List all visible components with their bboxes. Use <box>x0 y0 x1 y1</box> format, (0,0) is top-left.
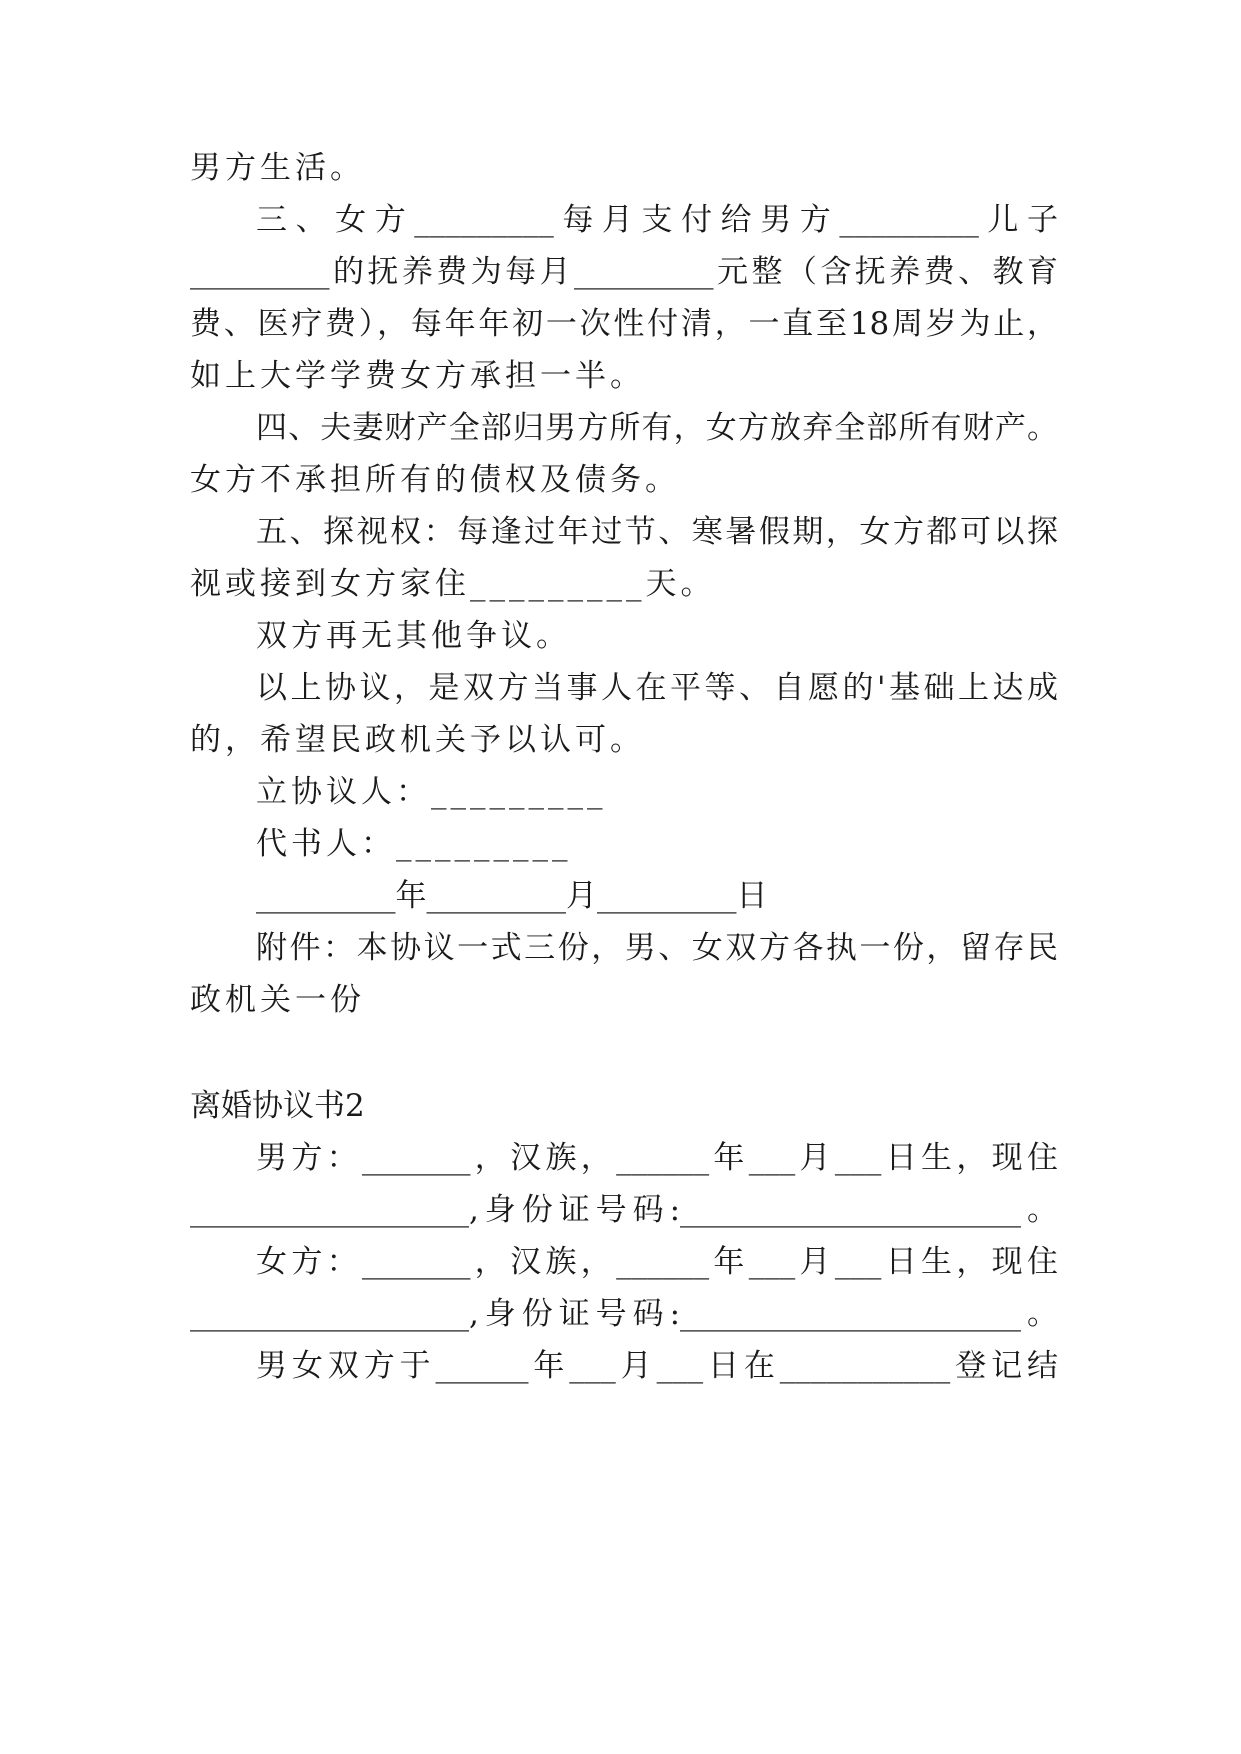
text-line: 双方再无其他争议。 <box>256 618 571 654</box>
text-line: 的，希望民政机关予以认可。 <box>190 722 645 758</box>
signature-line: 立协议人：_________ <box>256 774 607 810</box>
text-line: 女方：_______，汉族，______年___月___日生，现住 <box>256 1244 1058 1280</box>
text-line: 政机关一份 <box>190 982 365 1018</box>
text-line: __________________,身份证号码:______________________。 <box>190 1296 1058 1332</box>
text-line: 三、女方_________每月支付给男方_________儿子 <box>256 202 1058 238</box>
section-title: 离婚协议书2 <box>190 1088 365 1124</box>
text-line: 费、医疗费），每年年初一次性付清，一直至18周岁为止， <box>190 306 1058 342</box>
text-line: 男女双方于______年___月___日在___________登记结 <box>256 1348 1058 1384</box>
text-line: 四、夫妻财产全部归男方所有，女方放弃全部所有财产。 <box>256 410 1058 446</box>
signature-line: 代书人：_________ <box>256 826 572 862</box>
text-line: __________________,身份证号码:______________________。 <box>190 1192 1058 1228</box>
text-line: _________的抚养费为每月_________元整（含抚养费、教育 <box>190 254 1058 290</box>
text-line: 视或接到女方家住_________天。 <box>190 566 716 602</box>
date-line: _________年_________月_________日 <box>256 878 768 914</box>
text-line: 如上大学学费女方承担一半。 <box>190 358 645 394</box>
text-line: 以上协议，是双方当事人在平等、自愿的'基础上达成 <box>256 670 1058 706</box>
text-line: 女方不承担所有的债权及债务。 <box>190 462 680 498</box>
text-line: 男方：_______，汉族，______年___月___日生，现住 <box>256 1140 1058 1176</box>
text-line: 男方生活。 <box>190 150 365 186</box>
text-line: 五、探视权：每逢过年过节、寒暑假期，女方都可以探 <box>256 514 1058 550</box>
text-line: 附件：本协议一式三份，男、女双方各执一份，留存民 <box>256 930 1058 966</box>
